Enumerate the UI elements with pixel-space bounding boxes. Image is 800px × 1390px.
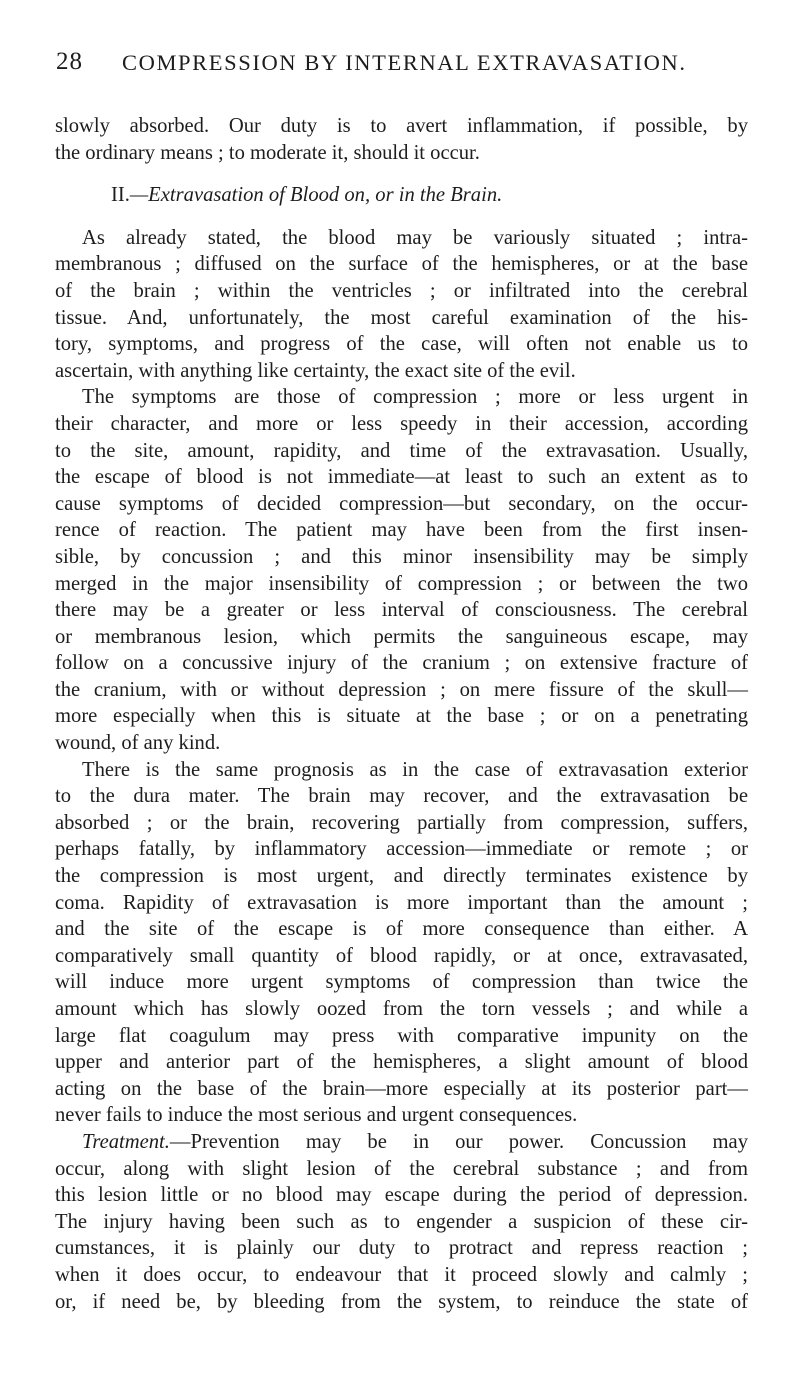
body-text	[55, 113, 748, 1315]
text-line: their character, and more or less speedy in their accession, according	[55, 412, 748, 435]
text-line: more especially when this is situate at the base ; or on a penetrating	[55, 705, 748, 728]
text-line: tissue. And, unfortunately, the most careful examination of the his-	[55, 306, 748, 329]
text-line: ascertain, with anything like certainty, the exact site of the evil.	[55, 359, 576, 382]
text-line: perhaps fatally, by inflammatory accession—immediate or remote ; or	[55, 838, 748, 861]
text-line: the compression is most urgent, and directly terminates existence by	[55, 865, 748, 888]
text-line: to the site, amount, rapidity, and time of the extravasation. Usually,	[55, 439, 748, 462]
text-line: large flat coagulum may press with comparative impunity on the	[55, 1024, 748, 1047]
text-line: wound, of any kind.	[55, 732, 221, 755]
section-title: —Extravasation of Blood on, or in the Brain.	[129, 184, 503, 207]
text-line: this lesion little or no blood may escape during the period of depression.	[55, 1184, 748, 1207]
text-line: to the dura mater. The brain may recover, and the extravasation be	[55, 785, 748, 808]
treatment-label: Treatment.	[82, 1130, 170, 1153]
text-line: merged in the major insensibility of compression ; or between the two	[55, 572, 748, 595]
text-line: The symptoms are those of compression ; more or less urgent in	[82, 386, 748, 409]
text-line: there may be a greater or less interval of consciousness. The cerebral	[55, 599, 748, 622]
text-line: of the brain ; within the ventricles ; or infiltrated into the cerebral	[55, 279, 748, 302]
text-line: amount which has slowly oozed from the torn vessels ; and while a	[55, 998, 748, 1020]
text-line: comparatively small quantity of blood rapidly, or at once, extravasated,	[55, 944, 748, 967]
text-line: The injury having been such as to engender a suspicion of these cir-	[55, 1210, 748, 1233]
text-line: absorbed ; or the brain, recovering partially from compression, suffers,	[55, 811, 748, 834]
text-line: sible, by concussion ; and this minor insensibility may be simply	[55, 545, 748, 568]
page-number: 28	[56, 48, 83, 75]
text-line: acting on the base of the brain—more especially at its posterior part—	[55, 1077, 748, 1100]
text-line: or membranous lesion, which permits the sanguineous escape, may	[55, 625, 748, 648]
text-line: the escape of blood is not immediate—at least to such an extent as to	[55, 466, 748, 489]
text-line: upper and anterior part of the hemispheres, a slight amount of blood	[55, 1051, 748, 1074]
text-line: and the site of the escape is of more consequence than either. A	[55, 918, 748, 941]
text-run: —Prevention may be in our power. Concussion may	[169, 1130, 748, 1153]
text-line: follow on a concussive injury of the cranium ; on extensive fracture of	[55, 652, 748, 675]
text-line: membranous ; diffused on the surface of the hemispheres, or at the base	[55, 253, 748, 276]
text-line: slowly absorbed. Our duty is to avert inflammation, if possible, by	[55, 115, 748, 137]
text-line: the cranium, with or without depression ; on mere fissure of the skull—	[55, 678, 748, 701]
text-line: tory, symptoms, and progress of the case, will often not enable us to	[55, 333, 748, 356]
running-title: COMPRESSION BY INTERNAL EXTRAVASATION.	[122, 50, 687, 75]
page-header	[0, 48, 800, 88]
text-line: or, if need be, by bleeding from the system, to reinduce the state of	[55, 1290, 748, 1313]
text-line: cause symptoms of decided compression—but secondary, on the occur-	[55, 492, 748, 515]
section-numeral: II.	[111, 184, 130, 207]
text-line: will induce more urgent symptoms of compression than twice the	[55, 971, 748, 994]
text-line	[55, 1129, 748, 1156]
text-line: rence of reaction. The patient may have been from the first insen-	[55, 519, 748, 542]
text-line: when it does occur, to endeavour that it proceed slowly and calmly ;	[55, 1263, 748, 1286]
text-line: coma. Rapidity of extravasation is more important than the amount ;	[55, 891, 748, 914]
text-line: There is the same prognosis as in the case of extravasation exterior	[82, 758, 748, 781]
text-line: occur, along with slight lesion of the cerebral substance ; and from	[55, 1157, 748, 1180]
section-heading	[55, 182, 748, 209]
text-line: never fails to induce the most serious and urgent consequences.	[55, 1104, 578, 1127]
text-line: As already stated, the blood may be variously situated ; intra-	[82, 226, 748, 249]
text-line: cumstances, it is plainly our duty to protract and repress reaction ;	[55, 1237, 748, 1260]
text-line: the ordinary means ; to moderate it, should it occur.	[55, 141, 480, 164]
